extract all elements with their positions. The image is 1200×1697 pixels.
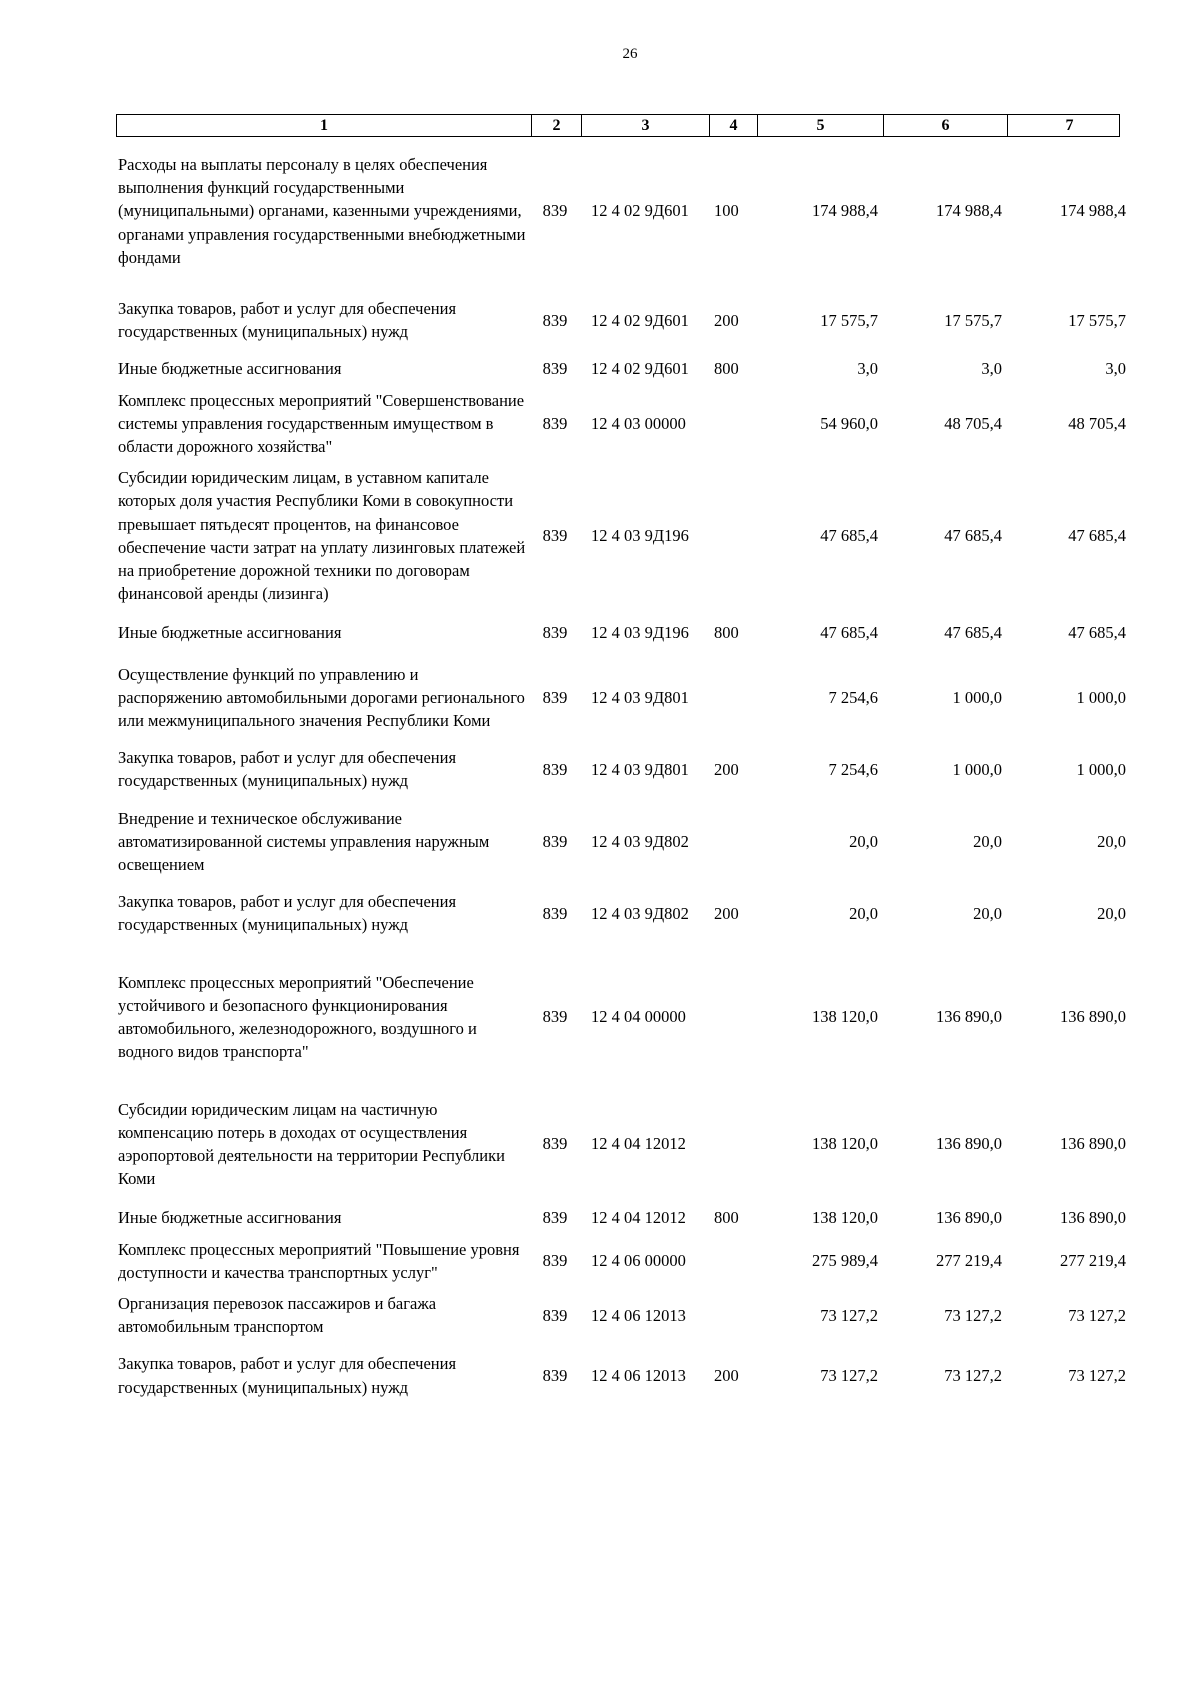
row-value-7-cell: 73 127,2 [1068,1305,1126,1325]
column-header-6: 6 [883,115,1007,136]
table-row [116,661,1126,735]
row-ved-cell: 839 [542,1365,568,1385]
row-name-cell: Иные бюджетные ассигнования [118,623,342,643]
row-value-6-cell: 3,0 [981,359,1002,379]
row-name-cell: Комплекс процессных мероприятий "Обеспечение устойчивого и безопасного функционирования автомобильного, железнодорожного, воздушного и водного видов транспорта" [118,972,477,1062]
row-value-7-cell: 1 000,0 [1076,759,1126,779]
row-name-cell: Закупка товаров, работ и услуг для обеспечения государственных (муниципальных) нужд [118,1354,457,1397]
row-value-5-cell: 138 120,0 [812,1007,878,1027]
row-value-5-cell: 20,0 [849,831,878,851]
table-row [116,1236,1126,1286]
row-vr-cell: 200 [714,310,739,330]
row-name-cell: Внедрение и техническое обслуживание автоматизированной системы управления наружным освещением [118,808,490,875]
row-vr-cell: 200 [714,903,739,923]
table-row [116,805,1126,879]
table-row [116,1096,1126,1193]
budget-table [116,114,1126,1401]
row-value-6-cell: 174 988,4 [936,201,1002,221]
row-value-6-cell: 20,0 [973,903,1002,923]
row-csr-cell: 12 4 04 00000 [591,1007,686,1027]
row-ved-cell: 839 [542,759,568,779]
row-ved-cell: 839 [542,1208,568,1228]
row-value-6-cell: 47 685,4 [944,526,1002,546]
row-value-7-cell: 20,0 [1097,903,1126,923]
row-csr-cell: 12 4 06 00000 [591,1251,686,1271]
row-value-5-cell: 73 127,2 [820,1305,878,1325]
row-value-6-cell: 1 000,0 [952,759,1002,779]
row-value-6-cell: 17 575,7 [944,310,1002,330]
table-header-row [116,114,1120,137]
row-ved-cell: 839 [542,526,568,546]
row-value-5-cell: 7 254,6 [828,687,878,707]
row-value-6-cell: 48 705,4 [944,413,1002,433]
row-value-5-cell: 20,0 [849,903,878,923]
row-ved-cell: 839 [542,1007,568,1027]
row-name-cell: Закупка товаров, работ и услуг для обеспечения государственных (муниципальных) нужд [118,892,457,935]
row-ved-cell: 839 [542,413,568,433]
row-value-6-cell: 136 890,0 [936,1007,1002,1027]
row-csr-cell: 12 4 06 12013 [591,1305,686,1325]
row-name-cell: Закупка товаров, работ и услуг для обеспечения государственных (муниципальных) нужд [118,748,457,791]
row-value-7-cell: 48 705,4 [1068,413,1126,433]
row-name-cell: Иные бюджетные ассигнования [118,359,342,379]
row-ved-cell: 839 [542,201,568,221]
row-name-cell: Субсидии юридическим лицам на частичную компенсацию потерь в доходах от осуществления аэропортовой деятельности на территории Республики Коми [118,1099,505,1189]
row-ved-cell: 839 [542,903,568,923]
row-ved-cell: 839 [542,687,568,707]
row-value-7-cell: 136 890,0 [1060,1134,1126,1154]
row-value-7-cell: 47 685,4 [1068,526,1126,546]
row-name-cell: Закупка товаров, работ и услуг для обеспечения государственных (муниципальных) нужд [118,299,457,342]
row-name-cell: Организация перевозок пассажиров и багажа автомобильным транспортом [118,1293,437,1337]
column-header-7: 7 [1007,115,1131,136]
row-value-5-cell: 275 989,4 [812,1251,878,1271]
row-csr-cell: 12 4 03 9Д196 [591,526,689,546]
row-value-5-cell: 174 988,4 [812,201,878,221]
row-vr-cell: 800 [714,623,739,643]
row-value-7-cell: 277 219,4 [1060,1251,1126,1271]
row-ved-cell: 839 [542,310,568,330]
column-header-2: 2 [531,115,581,136]
row-csr-cell: 12 4 03 9Д801 [591,759,689,779]
row-vr-cell: 800 [714,359,739,379]
row-value-5-cell: 3,0 [857,359,878,379]
row-csr-cell: 12 4 02 9Д601 [591,359,689,379]
row-value-7-cell: 136 890,0 [1060,1007,1126,1027]
column-header-4: 4 [709,115,757,136]
table-row [116,969,1126,1066]
row-value-5-cell: 7 254,6 [828,759,878,779]
row-value-6-cell: 73 127,2 [944,1305,1002,1325]
row-ved-cell: 839 [542,623,568,643]
row-value-6-cell: 20,0 [973,831,1002,851]
table-row [116,387,1126,461]
table-row [116,888,1126,938]
row-vr-cell: 200 [714,759,739,779]
table-row [116,619,1126,646]
row-value-7-cell: 1 000,0 [1076,687,1126,707]
row-name-cell: Расходы на выплаты персоналу в целях обеспечения выполнения функций государственными (муниципальными) органами, казенными учреждениями, органами управления государственными внебюджетными фондами [118,155,526,267]
row-csr-cell: 12 4 03 9Д196 [591,623,689,643]
row-ved-cell: 839 [542,1251,568,1271]
row-value-5-cell: 138 120,0 [812,1208,878,1228]
row-name-cell: Комплекс процессных мероприятий "Повышение уровня доступности и качества транспортных услуг" [118,1239,520,1282]
row-csr-cell: 12 4 04 12012 [591,1208,686,1228]
row-ved-cell: 839 [542,1305,568,1325]
row-vr-cell: 200 [714,1365,739,1385]
table-row [116,1350,1126,1400]
row-vr-cell: 800 [714,1208,739,1228]
row-value-5-cell: 138 120,0 [812,1134,878,1154]
row-value-6-cell: 277 219,4 [936,1251,1002,1271]
row-csr-cell: 12 4 04 12012 [591,1134,686,1154]
row-csr-cell: 12 4 03 9Д802 [591,831,689,851]
row-csr-cell: 12 4 03 9Д801 [591,687,689,707]
row-value-5-cell: 47 685,4 [820,623,878,643]
row-value-7-cell: 136 890,0 [1060,1208,1126,1228]
row-value-6-cell: 136 890,0 [936,1208,1002,1228]
row-vr-cell: 100 [714,201,739,221]
row-value-5-cell: 54 960,0 [820,413,878,433]
row-name-cell: Субсидии юридическим лицам, в уставном капитале которых доля участия Республики Коми в совокупности превышает пятьдесят процентов, на финансовое обеспечение части затрат на уплату лизинговых платежей на приобретение дорожной техники по договорам финансовой аренды (лизинга) [118,468,526,604]
row-value-6-cell: 136 890,0 [936,1134,1002,1154]
row-value-5-cell: 17 575,7 [820,310,878,330]
row-value-7-cell: 20,0 [1097,831,1126,851]
row-name-cell: Осуществление функций по управлению и распоряжению автомобильными дорогами регионального или межмуниципального значения Республики Коми [118,664,525,731]
column-header-3: 3 [581,115,709,136]
table-row [116,1290,1126,1340]
row-csr-cell: 12 4 02 9Д601 [591,201,689,221]
row-ved-cell: 839 [542,831,568,851]
column-header-1: 1 [320,117,328,134]
row-value-6-cell: 1 000,0 [952,687,1002,707]
row-value-7-cell: 3,0 [1105,359,1126,379]
row-ved-cell: 839 [542,1134,568,1154]
table-row [116,295,1126,345]
table-row [116,1204,1126,1231]
table-body [116,151,1126,1401]
table-row [116,151,1126,271]
table-row [116,355,1126,382]
row-value-7-cell: 174 988,4 [1060,201,1126,221]
row-value-7-cell: 17 575,7 [1068,310,1126,330]
row-name-cell: Комплекс процессных мероприятий "Совершенствование системы управления государственным имуществом в области дорожного хозяйства" [118,390,525,457]
row-ved-cell: 839 [542,359,568,379]
row-value-5-cell: 73 127,2 [820,1365,878,1385]
column-header-5: 5 [757,115,883,136]
row-csr-cell: 12 4 03 9Д802 [591,903,689,923]
row-csr-cell: 12 4 03 00000 [591,413,686,433]
row-csr-cell: 12 4 02 9Д601 [591,310,689,330]
row-value-6-cell: 47 685,4 [944,623,1002,643]
row-csr-cell: 12 4 06 12013 [591,1365,686,1385]
table-row [116,744,1126,794]
row-value-5-cell: 47 685,4 [820,526,878,546]
row-value-7-cell: 73 127,2 [1068,1365,1126,1385]
row-name-cell: Иные бюджетные ассигнования [118,1208,342,1228]
row-value-6-cell: 73 127,2 [944,1365,1002,1385]
table-row [116,464,1126,607]
row-value-7-cell: 47 685,4 [1068,623,1126,643]
page-number: 26 [622,46,638,62]
